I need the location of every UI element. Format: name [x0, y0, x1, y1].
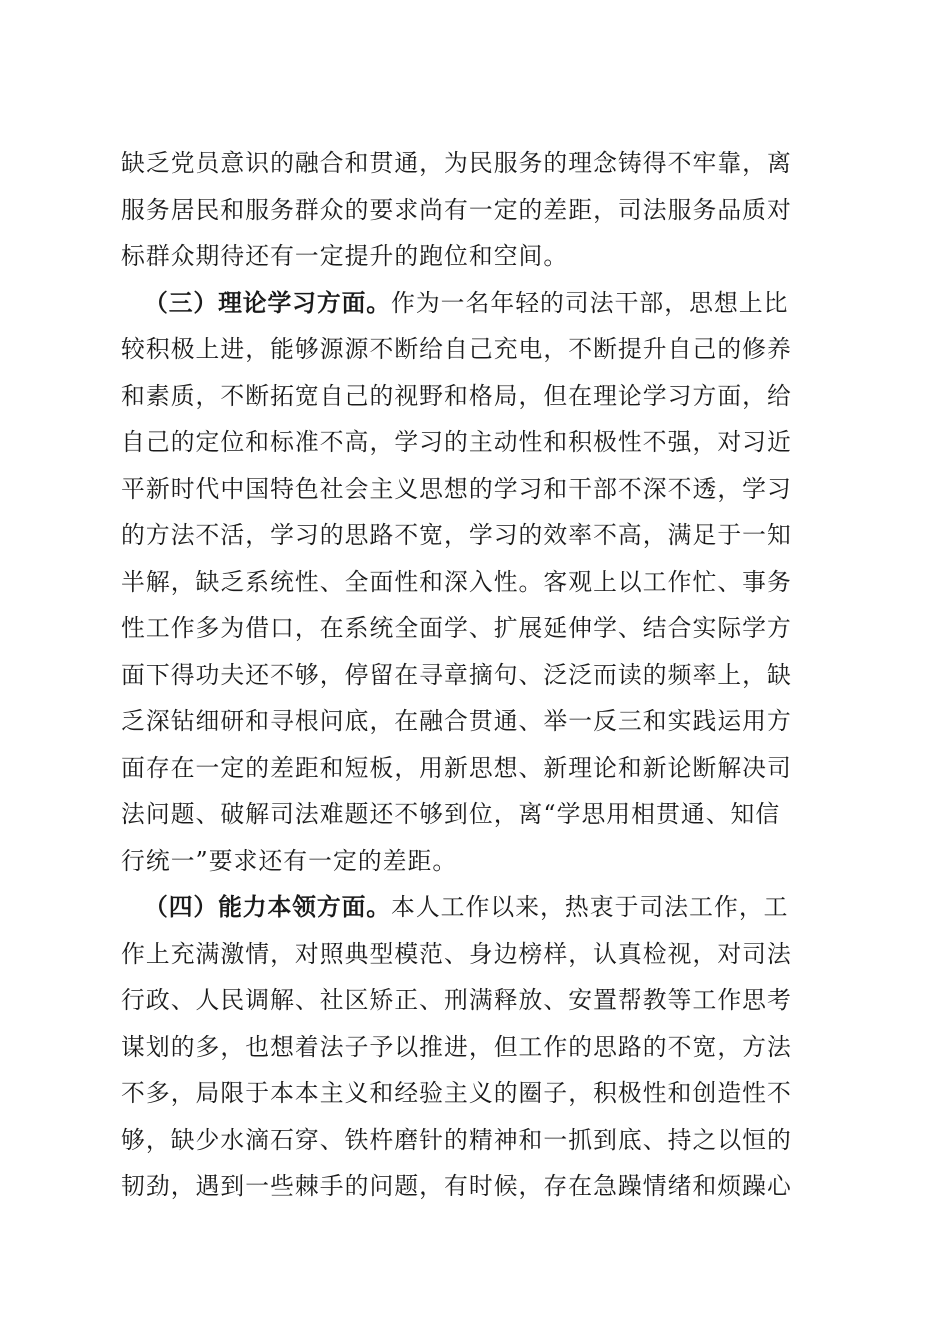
text-line: 平新时代中国特色社会主义思想的学习和干部不深不透，学习 — [121, 474, 792, 503]
text-line: 作上充满激情，对照典型模范、身边榜样，认真检视，对司法 — [121, 939, 792, 968]
text-line: 较积极上进，能够源源不断给自己充电，不断提升自己的修养 — [121, 335, 792, 363]
text-line: 行统一”要求还有一定的差距。 — [121, 846, 458, 875]
paragraph-service-awareness — [121, 140, 832, 280]
text-line: 自己的定位和标准不高，学习的主动性和积极性不强，对习近 — [121, 428, 792, 456]
text-line: 和素质，不断拓宽自己的视野和格局，但在理论学习方面，给 — [121, 381, 792, 410]
text-line: 乏深钻细研和寻根问底，在融合贯通、举一反三和实践运用方 — [121, 707, 792, 735]
text-run: 本人工作以来，热衷于司法工作，工 — [390, 893, 789, 921]
paragraph-theory-study — [121, 280, 832, 885]
text-line: 半解，缺乏系统性、全面性和深入性。客观上以工作忙、事务 — [121, 567, 792, 596]
text-line: 的方法不活，学习的思路不宽，学习的效率不高，满足于一知 — [121, 521, 792, 549]
text-line: 法问题、破解司法难题还不够到位，离“学思用相贯通、知信 — [121, 800, 781, 828]
section-heading-ability-skills: （四）能力本领方面。 — [144, 893, 391, 921]
text-run: 作为一名年轻的司法干部，思想上比 — [390, 288, 789, 317]
text-line: 面存在一定的差距和短板，用新思想、新理论和新论断解决司 — [121, 753, 792, 782]
section-heading-theory-study: （三）理论学习方面。 — [144, 288, 391, 317]
text-line: 够，缺少水滴石穿、铁杵磨针的精神和一抓到底、持之以恒的 — [121, 1125, 792, 1154]
text-line: 服务居民和服务群众的要求尚有一定的差距，司法服务品质对 — [121, 195, 792, 224]
text-line: 谋划的多，也想着法子予以推进，但工作的思路的不宽，方法 — [121, 1032, 792, 1061]
text-line: 性工作多为借口，在系统全面学、扩展延伸学、结合实际学方 — [121, 614, 792, 642]
text-line: 缺乏党员意识的融合和贯通，为民服务的理念铸得不牢靠，离 — [121, 149, 792, 177]
text-line: 行政、人民调解、社区矫正、刑满释放、安置帮教等工作思考 — [121, 986, 792, 1014]
document-body — [121, 140, 832, 1210]
paragraph-first-line — [121, 280, 832, 327]
text-line: 面下得功夫还不够，停留在寻章摘句、泛泛而读的频率上，缺 — [121, 660, 792, 689]
text-line: 不多，局限于本本主义和经验主义的圈子，积极性和创造性不 — [121, 1079, 792, 1107]
paragraph-first-line — [121, 884, 832, 931]
text-line: 韧劲，遇到一些棘手的问题，有时候，存在急躁情绪和烦躁心 — [121, 1172, 792, 1200]
text-line: 标群众期待还有一定提升的跑位和空间。 — [121, 242, 569, 270]
paragraph-ability-skills — [121, 884, 832, 1210]
